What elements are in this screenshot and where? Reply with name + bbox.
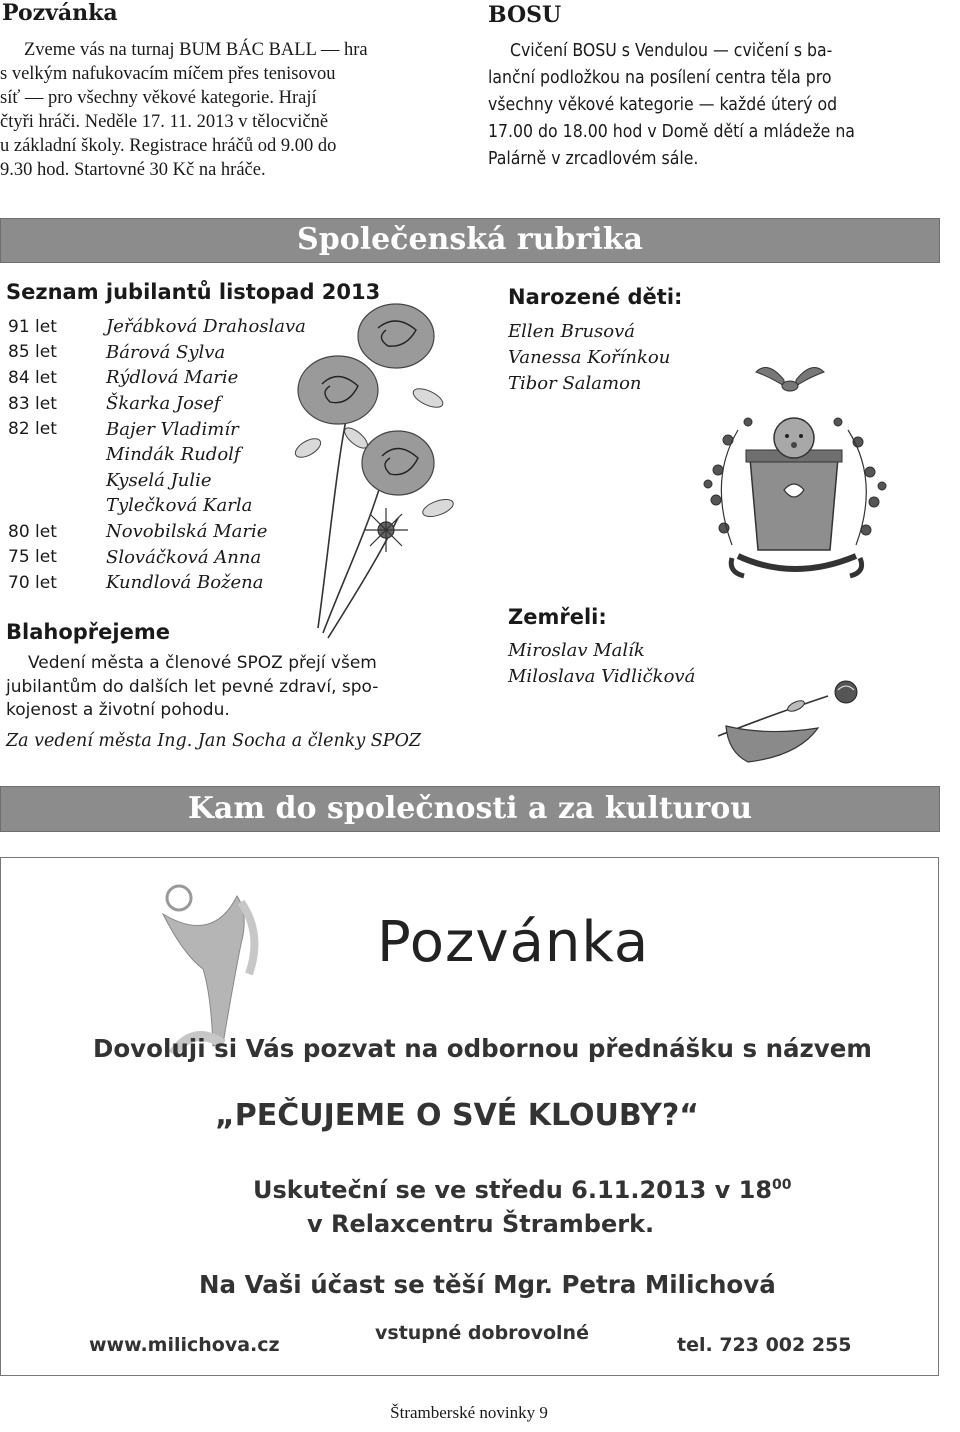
bosu-line-3: všechny věkové kategorie — každé úterý od <box>488 95 838 115</box>
jubilant-row <box>8 365 328 391</box>
blahoprejeme-line-2: jubilantům do dalších let pevné zdraví, spo- <box>6 676 379 697</box>
spolecenska-banner <box>0 218 940 263</box>
blahoprejeme-body <box>6 652 456 723</box>
jubilant-row <box>8 544 328 570</box>
jubilant-name: Jeřábková Drahoslava <box>106 316 306 338</box>
page-footer: Štramberské novinky 9 <box>390 1403 548 1422</box>
narozene-name: Ellen Brusová <box>508 321 636 342</box>
jubilant-name: Bárová Sylva <box>106 341 226 363</box>
invitation-line-3: v Relaxcentru Štramberk. <box>307 1210 655 1238</box>
invitation-line-1: Dovoluji si Vás pozvat na odbornou přednášku s názvem <box>93 1034 872 1063</box>
pozvanka-line-1: Zveme vás na turnaj BUM BÁC BALL — hra <box>24 40 368 60</box>
jubilant-row <box>8 416 328 442</box>
jubilant-name: Mindák Rudolf <box>106 444 241 466</box>
pozvanka-heading: Pozvánka <box>2 0 118 26</box>
jubilant-age: 91 let <box>8 316 57 337</box>
blahoprejeme-heading: Blahopřejeme <box>6 620 170 644</box>
zemreli-name: Miloslava Vidličková <box>508 666 696 687</box>
jubilant-name: Kundlová Božena <box>106 572 264 594</box>
pozvanka-line-2: s velkým nafukovacím míčem přes tenisovou <box>0 64 336 84</box>
zemreli-list <box>508 638 695 690</box>
pozvanka-line-3: síť — pro všechny věkové kategorie. Hrají <box>0 88 317 108</box>
jubilant-age: 85 let <box>8 342 57 363</box>
jubilant-row <box>8 391 328 417</box>
jubilant-name: Slováčková Anna <box>106 546 262 568</box>
pozvanka-body <box>0 38 452 182</box>
invitation-line-4: Na Vaši účast se těší Mgr. Petra Milichová <box>199 1270 776 1299</box>
jubilant-row <box>8 493 328 519</box>
jubilant-age: 83 let <box>8 393 57 414</box>
kam-banner <box>0 786 940 832</box>
invitation-entry: vstupné dobrovolné <box>375 1322 589 1344</box>
jubilant-name: Kyselá Julie <box>106 469 212 491</box>
jubilant-age: 82 let <box>8 419 57 440</box>
cradle-illustration <box>688 350 908 600</box>
invitation-title: Pozvánka <box>377 910 650 975</box>
bosu-line-1: Cvičení BOSU s Vendulou — cvičení s ba- <box>510 41 833 61</box>
invitation-web: www.milichova.cz <box>89 1334 280 1356</box>
pozvanka-line-4: čtyři hráči. Neděle 17. 11. 2013 v tělocvičně <box>0 112 329 132</box>
spolecenska-title: Společenská rubrika <box>297 222 643 257</box>
jubilant-age: 84 let <box>8 367 57 388</box>
bosu-line-5: Palárně v zrcadlovém sále. <box>488 149 699 169</box>
jubilant-name: Bajer Vladimír <box>106 418 239 440</box>
jubilant-name: Škarka Josef <box>106 393 221 415</box>
jubilant-name: Novobilská Marie <box>106 521 268 543</box>
jubilant-row <box>8 340 328 366</box>
kam-title: Kam do společnosti a za kulturou <box>187 791 753 826</box>
narozene-name: Tibor Salamon <box>508 373 642 394</box>
blahoprejeme-line-3: kojenost a životní pohodu. <box>6 700 230 720</box>
invitation-phone: tel. 723 002 255 <box>677 1334 852 1356</box>
invitation-time-sup: 00 <box>772 1177 792 1193</box>
bosu-line-2: lanční podložkou na posílení centra těla pro <box>488 68 832 88</box>
pozvanka-line-6: 9.30 hod. Startovné 30 Kč na hráče. <box>0 160 266 180</box>
jubilanti-list <box>8 314 328 596</box>
jubilant-name: Tylečková Karla <box>106 495 253 517</box>
bosu-body <box>488 38 940 173</box>
jubilant-row <box>8 468 328 494</box>
invitation-lecture: „PEČUJEME O SVÉ KLOUBY?“ <box>215 1098 699 1133</box>
jubilant-age: 80 let <box>8 521 57 542</box>
jubilant-row <box>8 519 328 545</box>
jubilant-age: 70 let <box>8 572 57 593</box>
mourning-rose-illustration <box>708 676 868 766</box>
zemreli-heading: Zemřeli: <box>508 605 607 629</box>
jubilant-name: Rýdlová Marie <box>106 367 239 389</box>
narozene-list <box>508 319 698 397</box>
jubilant-age: 75 let <box>8 547 57 568</box>
jubilant-row <box>8 442 328 468</box>
blahoprejeme-line-1: Vedení města a členové SPOZ přejí všem <box>28 653 377 673</box>
blahoprejeme-signature: Za vedení města Ing. Jan Socha a členky SPOZ <box>6 731 422 751</box>
bosu-line-4: 17.00 do 18.00 hod v Domě dětí a mládeže na <box>488 122 855 142</box>
zemreli-name: Miroslav Malík <box>508 640 645 661</box>
bosu-heading: BOSU <box>488 2 562 28</box>
jubilant-row <box>8 314 328 340</box>
invitation-box <box>0 857 939 1376</box>
invitation-date-text: Uskuteční se ve středu 6.11.2013 v 18 <box>253 1176 773 1204</box>
jubilant-row <box>8 570 328 596</box>
narozene-heading: Narozené děti: <box>508 285 683 309</box>
invitation-line-2 <box>253 1176 792 1204</box>
pozvanka-line-5: u základní školy. Registrace hráčů od 9.00 do <box>0 136 337 156</box>
jubilanti-heading: Seznam jubilantů listopad 2013 <box>6 280 381 304</box>
narozene-name: Vanessa Kořínkou <box>508 347 671 368</box>
